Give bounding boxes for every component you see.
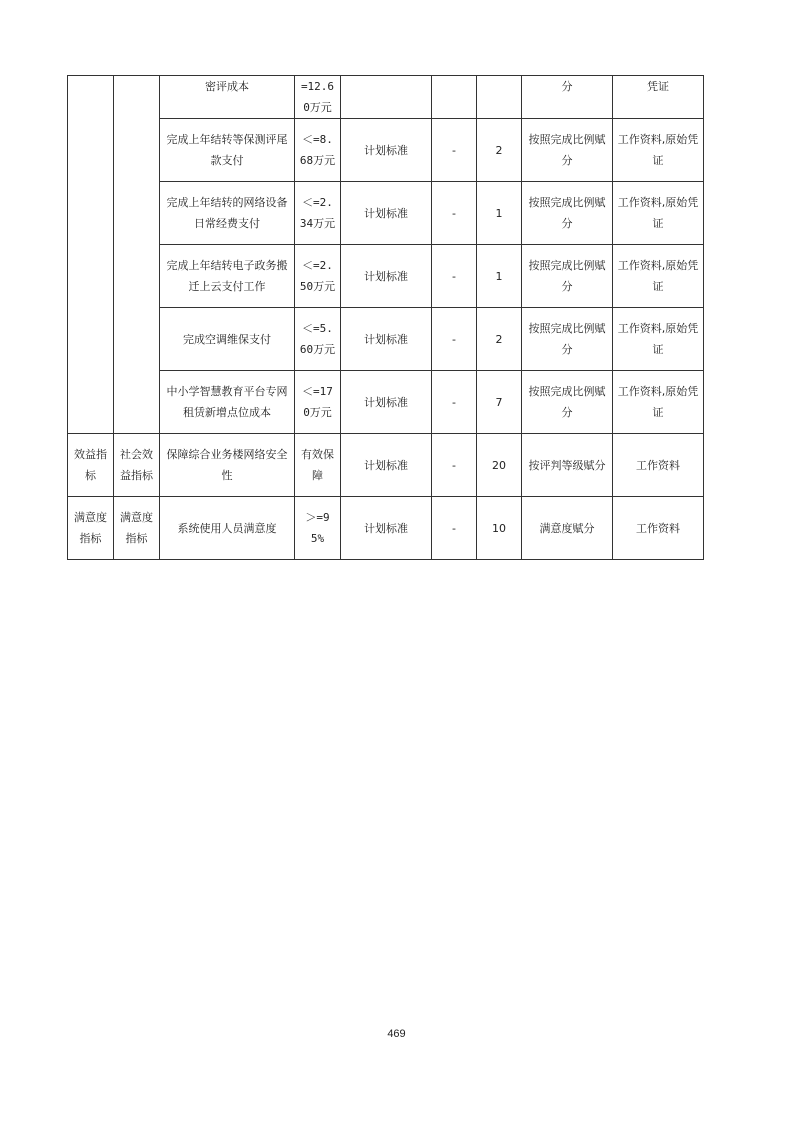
scoring-method-cell: 按照完成比例赋分	[522, 182, 613, 245]
evidence-cell: 工作资料,原始凭证	[613, 182, 704, 245]
dash-cell	[432, 76, 477, 119]
level3-indicator-cell: 完成上年结转等保测评尾款支付	[160, 119, 295, 182]
table-row	[68, 119, 704, 182]
standard-cell: 计划标准	[341, 434, 432, 497]
target-value-cell: ＜=5.60万元	[295, 308, 341, 371]
standard-cell: 计划标准	[341, 119, 432, 182]
level2-indicator-cell	[114, 76, 160, 434]
target-value-cell: =12.60万元	[295, 76, 341, 119]
scoring-method-cell: 分	[522, 76, 613, 119]
dash-cell: -	[432, 182, 477, 245]
scoring-method-cell: 按照完成比例赋分	[522, 119, 613, 182]
dash-cell: -	[432, 119, 477, 182]
dash-cell: -	[432, 497, 477, 560]
target-value-cell: ＜=8.68万元	[295, 119, 341, 182]
table-row	[68, 434, 704, 497]
level3-indicator-cell: 系统使用人员满意度	[160, 497, 295, 560]
scoring-method-cell: 按照完成比例赋分	[522, 245, 613, 308]
scoring-method-cell: 按评判等级赋分	[522, 434, 613, 497]
dash-cell: -	[432, 245, 477, 308]
standard-cell: 计划标准	[341, 182, 432, 245]
table-row	[68, 76, 704, 119]
table-row	[68, 245, 704, 308]
standard-cell: 计划标准	[341, 371, 432, 434]
level1-indicator-cell: 效益指标	[68, 434, 114, 497]
level3-indicator-cell: 完成上年结转的网络设备日常经费支付	[160, 182, 295, 245]
evidence-cell: 凭证	[613, 76, 704, 119]
target-value-cell: ＜=2.34万元	[295, 182, 341, 245]
evidence-cell: 工作资料	[613, 497, 704, 560]
score-cell: 1	[477, 245, 522, 308]
score-cell: 20	[477, 434, 522, 497]
table-row	[68, 182, 704, 245]
standard-cell: 计划标准	[341, 308, 432, 371]
evidence-cell: 工作资料	[613, 434, 704, 497]
table-row	[68, 308, 704, 371]
dash-cell: -	[432, 434, 477, 497]
level2-indicator-cell: 社会效益指标	[114, 434, 160, 497]
level1-indicator-cell	[68, 76, 114, 434]
target-value-cell: ＜=170万元	[295, 371, 341, 434]
level3-indicator-cell: 密评成本	[160, 76, 295, 119]
level2-indicator-cell: 满意度指标	[114, 497, 160, 560]
dash-cell: -	[432, 371, 477, 434]
dash-cell: -	[432, 308, 477, 371]
target-value-cell: ＞=95%	[295, 497, 341, 560]
scoring-method-cell: 满意度赋分	[522, 497, 613, 560]
scoring-method-cell: 按照完成比例赋分	[522, 371, 613, 434]
score-cell: 7	[477, 371, 522, 434]
scoring-method-cell: 按照完成比例赋分	[522, 308, 613, 371]
performance-indicator-table	[67, 75, 704, 560]
evidence-cell: 工作资料,原始凭证	[613, 119, 704, 182]
evidence-cell: 工作资料,原始凭证	[613, 245, 704, 308]
evidence-cell: 工作资料,原始凭证	[613, 308, 704, 371]
score-cell: 2	[477, 119, 522, 182]
level3-indicator-cell: 完成上年结转电子政务搬迁上云支付工作	[160, 245, 295, 308]
level3-indicator-cell: 中小学智慧教育平台专网租赁新增点位成本	[160, 371, 295, 434]
standard-cell	[341, 76, 432, 119]
level1-indicator-cell: 满意度指标	[68, 497, 114, 560]
page-number: 469	[387, 1028, 406, 1040]
table-row	[68, 497, 704, 560]
standard-cell: 计划标准	[341, 245, 432, 308]
score-cell	[477, 76, 522, 119]
level3-indicator-cell: 保障综合业务楼网络安全性	[160, 434, 295, 497]
level3-indicator-cell: 完成空调维保支付	[160, 308, 295, 371]
score-cell: 2	[477, 308, 522, 371]
score-cell: 10	[477, 497, 522, 560]
target-value-cell: 有效保障	[295, 434, 341, 497]
target-value-cell: ＜=2.50万元	[295, 245, 341, 308]
standard-cell: 计划标准	[341, 497, 432, 560]
evidence-cell: 工作资料,原始凭证	[613, 371, 704, 434]
table-row	[68, 371, 704, 434]
score-cell: 1	[477, 182, 522, 245]
